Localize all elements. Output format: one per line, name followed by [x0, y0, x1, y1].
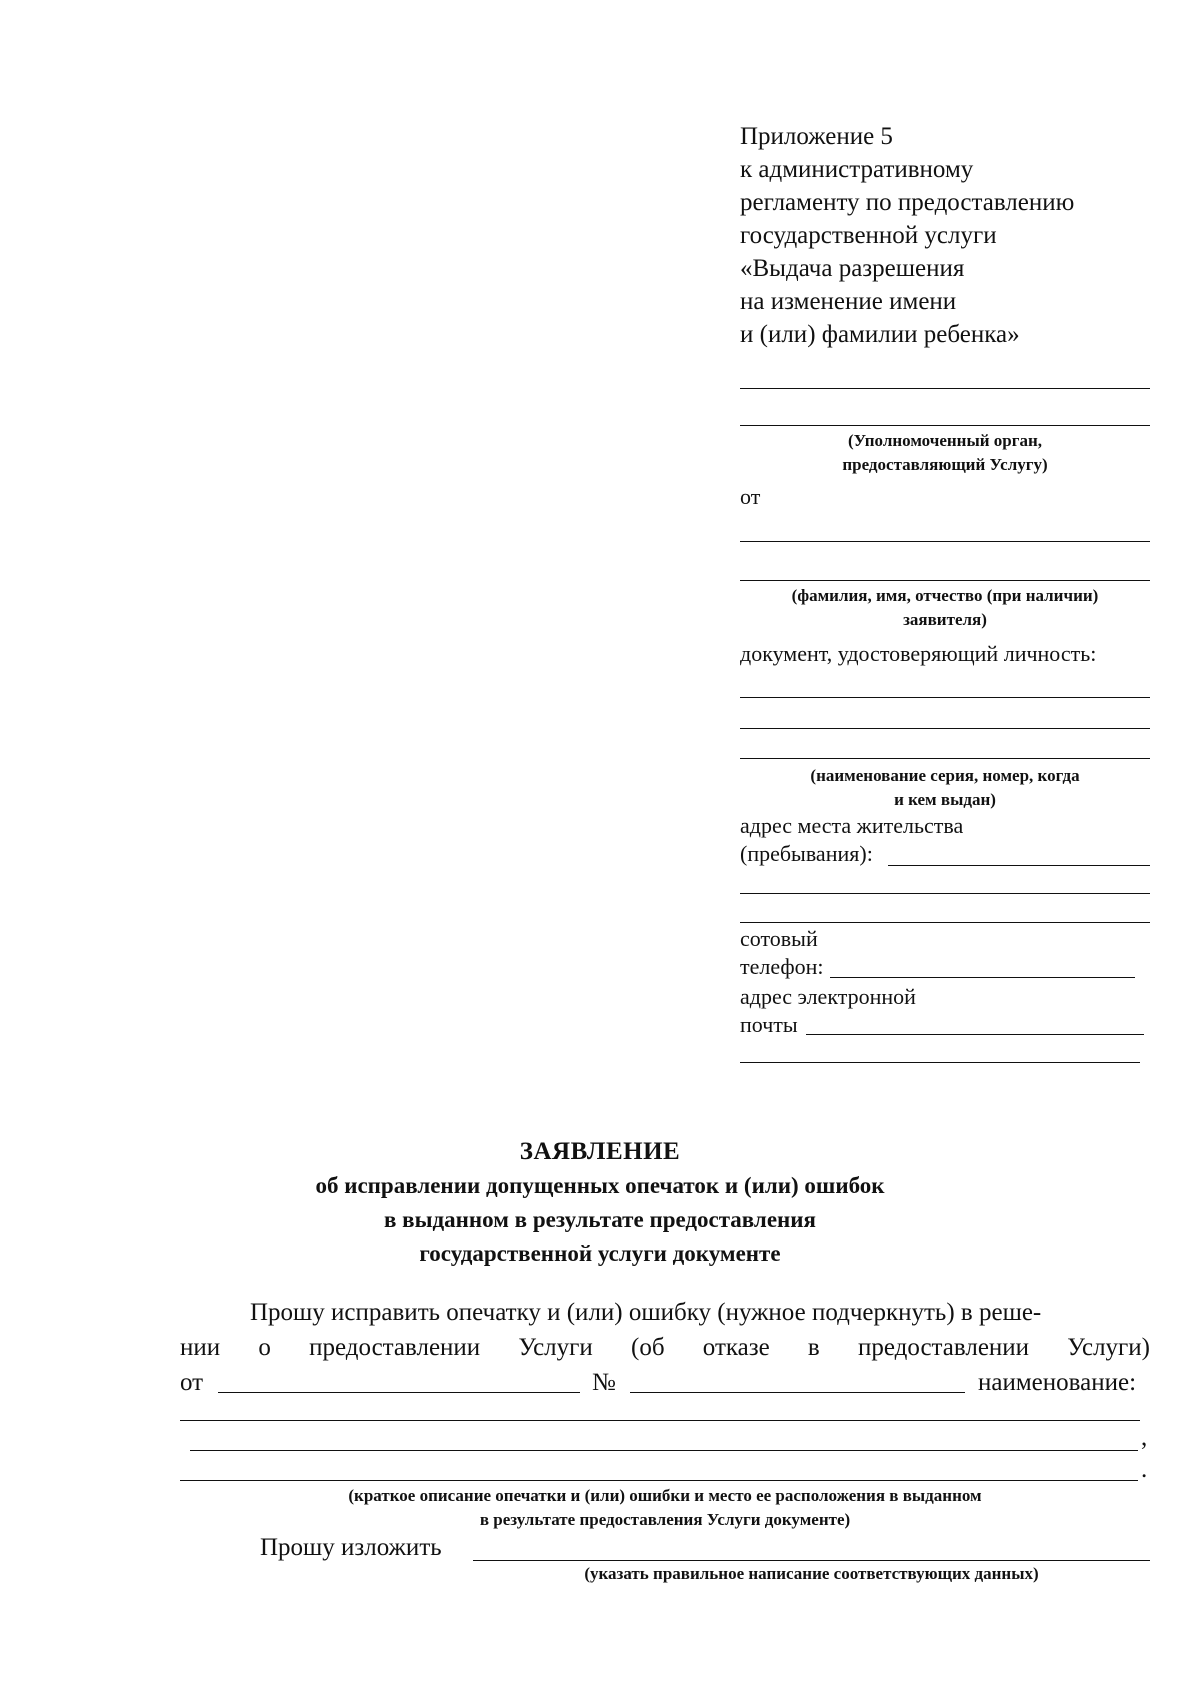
- applicant-line-2[interactable]: [740, 580, 1150, 581]
- email-label: адрес электронной почты: [740, 984, 916, 1037]
- request-caption: (указать правильное написание соответствующих данных): [584, 1564, 1039, 1583]
- phone-label: сотовый телефон:: [740, 926, 824, 979]
- name-label: наименование:: [978, 1369, 1137, 1396]
- authority-caption: (Уполномоченный орган, предоставляющий Услугу): [842, 431, 1048, 474]
- authority-line-1[interactable]: [740, 388, 1150, 389]
- appendix-line: регламенту по предоставлению: [740, 189, 1075, 216]
- address-line-1[interactable]: [888, 865, 1150, 866]
- appendix-line: Приложение 5: [740, 123, 893, 150]
- title-sub: об исправлении допущенных опечаток и (или) ошибок: [315, 1173, 885, 1198]
- decision-number-line[interactable]: [630, 1392, 965, 1393]
- from-label: от: [740, 484, 761, 509]
- description-line-1[interactable]: [180, 1420, 1140, 1421]
- appendix-line: государственной услуги: [740, 222, 997, 249]
- appendix-line: к административному: [740, 156, 974, 183]
- appendix-line: и (или) фамилии ребенка»: [740, 321, 1020, 348]
- id-doc-line-3[interactable]: [740, 758, 1150, 759]
- description-line-3[interactable]: [180, 1480, 1138, 1481]
- applicant-caption: (фамилия, имя, отчество (при наличии) заявителя): [791, 586, 1099, 629]
- request-label: Прошу изложить: [260, 1534, 442, 1561]
- request-paragraph-line-2: нии о предоставлении Услуги (об отказе в предоставлении Услуги): [180, 1334, 1150, 1361]
- id-doc-caption: (наименование серия, номер, когда и кем выдан): [810, 766, 1080, 809]
- description-period: .: [1141, 1456, 1148, 1483]
- id-doc-label: документ, удостоверяющий личность:: [740, 641, 1097, 666]
- phone-line[interactable]: [830, 977, 1135, 978]
- appendix-line: «Выдача разрешения: [740, 255, 965, 282]
- description-comma: ,: [1141, 1424, 1148, 1451]
- decision-from-label: от: [180, 1369, 204, 1396]
- title-main: ЗАЯВЛЕНИЕ: [519, 1138, 681, 1165]
- id-doc-line-2[interactable]: [740, 728, 1150, 729]
- number-label: №: [592, 1369, 616, 1396]
- id-doc-line-1[interactable]: [740, 697, 1150, 698]
- address-label: адрес места жительства (пребывания):: [740, 813, 964, 866]
- email-line-1[interactable]: [806, 1034, 1144, 1035]
- address-line-2[interactable]: [740, 893, 1150, 894]
- description-line-2[interactable]: [190, 1450, 1138, 1451]
- description-caption: (краткое описание опечатки и (или) ошибки и место ее расположения в выданном в результате предоставления Услуги документе): [348, 1486, 982, 1529]
- authority-line-2[interactable]: [740, 425, 1150, 426]
- decision-date-line[interactable]: [218, 1392, 580, 1393]
- request-line[interactable]: [473, 1560, 1150, 1561]
- applicant-line-1[interactable]: [740, 541, 1150, 542]
- request-paragraph-line-1: Прошу исправить опечатку и (или) ошибку (нужное подчеркнуть) в реше-: [250, 1299, 1042, 1326]
- title-sub: государственной услуги документе: [419, 1241, 781, 1266]
- email-line-2[interactable]: [740, 1062, 1140, 1063]
- address-line-3[interactable]: [740, 922, 1150, 923]
- appendix-header: [740, 120, 1160, 351]
- appendix-line: на изменение имени: [740, 288, 957, 315]
- document-title: [100, 1135, 1100, 1271]
- title-sub: в выданном в результате предоставления: [383, 1207, 816, 1232]
